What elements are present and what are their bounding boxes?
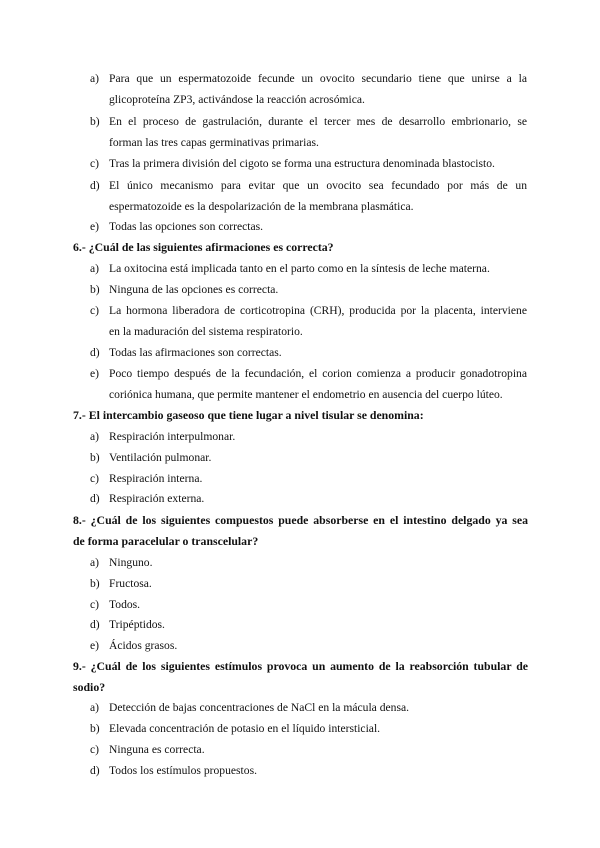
option-letter: e) xyxy=(90,367,100,380)
option-text: Respiración interna. xyxy=(109,472,203,485)
option-text-cont: forman las tres capas germinativas primarias. xyxy=(109,136,319,149)
option-letter: b) xyxy=(90,722,100,735)
option-letter: c) xyxy=(90,472,100,485)
option-text-cont: espermatozoide es la despolarización de la membrana plasmática. xyxy=(109,200,414,213)
option-letter: b) xyxy=(90,283,100,296)
question-8-title: 8.- ¿Cuál de los siguientes compuestos puede absorberse en el intestino delgado ya sea de forma paracelular o transcelular? xyxy=(73,513,528,548)
option-letter: b) xyxy=(90,451,100,464)
option-text: Tripéptidos. xyxy=(109,618,165,631)
option-letter: c) xyxy=(90,157,100,170)
option-text: Ninguna de las opciones es correcta. xyxy=(109,283,279,296)
option-text: Todos los estímulos propuestos. xyxy=(109,764,257,777)
option-letter: d) xyxy=(90,618,100,631)
option-letter: b) xyxy=(90,115,100,128)
option-letter: d) xyxy=(90,346,100,359)
question-6-title: 6.- ¿Cuál de las siguientes afirmaciones es correcta? xyxy=(73,240,334,254)
option-text: Poco tiempo después de la fecundación, el corion comienza a producir gonadotropina xyxy=(109,367,527,380)
option-letter: d) xyxy=(90,492,100,505)
option-letter: c) xyxy=(90,598,100,611)
option-text: La hormona liberadora de corticotropina (CRH), producida por la placenta, interviene xyxy=(109,304,527,317)
option-text: Todos. xyxy=(109,598,141,611)
option-text: La oxitocina está implicada tanto en el parto como en la síntesis de leche materna. xyxy=(109,262,490,275)
option-text: Para que un espermatozoide fecunde un ovocito secundario tiene que unirse a la xyxy=(109,72,527,85)
option-letter: e) xyxy=(90,220,100,233)
option-text: Fructosa. xyxy=(109,577,152,590)
option-letter: a) xyxy=(90,72,100,85)
option-text: Ácidos grasos. xyxy=(109,639,178,652)
option-text: Detección de bajas concentraciones de NaCl en la mácula densa. xyxy=(109,701,410,714)
question-9-title: 9.- ¿Cuál de los siguientes estímulos provoca un aumento de la reabsorción tubular de sodio? xyxy=(73,659,528,694)
option-text-cont: glicoproteína ZP3, activándose la reacción acrosómica. xyxy=(109,93,365,106)
option-text: Respiración externa. xyxy=(109,492,205,505)
option-text: Elevada concentración de potasio en el líquido intersticial. xyxy=(109,722,381,735)
option-text: Todas las afirmaciones son correctas. xyxy=(109,346,282,359)
option-text: En el proceso de gastrulación, durante el tercer mes de desarrollo embrionario, se xyxy=(109,115,527,128)
question-7-title: 7.- El intercambio gaseoso que tiene lugar a nivel tisular se denomina: xyxy=(73,408,424,422)
option-text: Ventilación pulmonar. xyxy=(109,451,212,464)
option-letter: a) xyxy=(90,430,100,443)
option-letter: d) xyxy=(90,764,100,777)
option-letter: c) xyxy=(90,743,100,756)
option-text-cont: en la maduración del sistema respiratorio. xyxy=(109,325,303,338)
option-letter: e) xyxy=(90,639,100,652)
option-text: El único mecanismo para evitar que un ovocito sea fecundado por más de un xyxy=(109,179,527,192)
option-letter: a) xyxy=(90,262,100,275)
option-letter: d) xyxy=(90,179,100,192)
option-text: Ninguno. xyxy=(109,556,153,569)
option-letter: a) xyxy=(90,556,100,569)
option-text: Tras la primera división del cigoto se forma una estructura denominada blastocisto. xyxy=(109,157,495,170)
option-letter: a) xyxy=(90,701,100,714)
option-text: Todas las opciones son correctas. xyxy=(109,220,264,233)
option-text: Respiración interpulmonar. xyxy=(109,430,236,443)
option-text-cont: coriónica humana, que permite mantener el endometrio en ausencia del cuerpo lúteo. xyxy=(109,388,503,401)
option-text: Ninguna es correcta. xyxy=(109,743,205,756)
option-letter: b) xyxy=(90,577,100,590)
option-letter: c) xyxy=(90,304,100,317)
